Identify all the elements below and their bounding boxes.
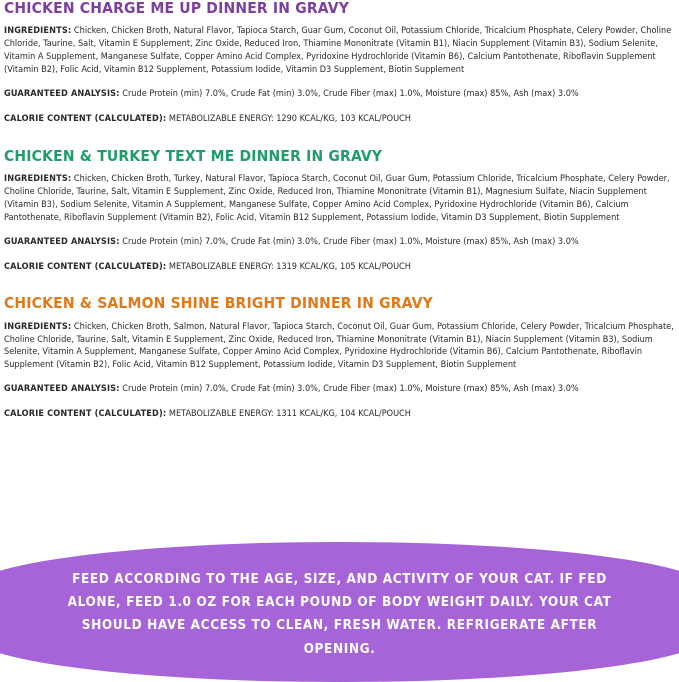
guaranteed-analysis-label: GUARANTEED ANALYSIS: bbox=[4, 236, 120, 247]
ingredients-text: Chicken, Chicken Broth, Turkey, Natural Flavor, Tapioca Starch, Coconut Oil, Guar Gum, Potassium Chloride, Tricalcium Phosphate, Celery Powder, Choline Chloride, Taurine, Salt, Vitamin E Supplement, Zinc Oxide, Reduced Iron, Thiamine Mononitrate (Vitamin B1), Magnesium Sulfate, Niacin Supplement (Vitamin B3), Sodium Selenite, Vitamin A Supplement, Manganese Sulfate, Copper Amino Acid Complex, Pyridoxine Hydrochloride (Vitamin B6), Calcium Pantothenate, Riboflavin Supplement (Vitamin B2), Folic Acid, Vitamin B12 Supplement, Potassium Iodide, Vitamin D3 Supplement, Biotin Supplement bbox=[4, 173, 670, 223]
guaranteed-analysis-text: Crude Protein (min) 7.0%, Crude Fat (min) 3.0%, Crude Fiber (max) 1.0%, Moisture (max) 85%, Ash (max) 3.0% bbox=[122, 88, 579, 99]
ingredients-block bbox=[4, 321, 675, 373]
product-title: CHICKEN CHARGE ME UP DINNER IN GRAVY bbox=[4, 0, 350, 17]
ingredients-label: INGREDIENTS: bbox=[4, 173, 72, 184]
calorie-content-text: METABOLIZABLE ENERGY: 1290 KCAL/KG, 103 KCAL/POUCH bbox=[168, 113, 411, 124]
calorie-content-text: METABOLIZABLE ENERGY: 1319 KCAL/KG, 105 KCAL/POUCH bbox=[168, 261, 411, 272]
guaranteed-analysis-block bbox=[4, 236, 675, 249]
ingredients-label: INGREDIENTS: bbox=[4, 321, 72, 332]
section-spacer bbox=[4, 126, 675, 148]
ingredients-text: Chicken, Chicken Broth, Natural Flavor, Tapioca Starch, Guar Gum, Coconut Oil, Potassium Chloride, Tricalcium Phosphate, Celery Powder, Choline Chloride, Taurine, Salt, Vitamin E Supplement, Zinc Oxide, Reduced Iron, Thiamine Mononitrate (Vitamin B1), Niacin Supplement (Vitamin B3), Sodium Selenite, Vitamin A Supplement, Manganese Sulfate, Copper Amino Acid Complex, Pyridoxine Hydrochloride (Vitamin B6), Calcium Pantothenate, Riboflavin Supplement (Vitamin B2), Folic Acid, Vitamin B12 Supplement, Potassium Iodide, Vitamin D3 Supplement, Biotin Supplement bbox=[4, 26, 672, 75]
calorie-content-label: CALORIE CONTENT (CALCULATED): bbox=[4, 113, 167, 124]
ingredients-block bbox=[4, 173, 675, 225]
product-section-2 bbox=[4, 148, 675, 274]
guaranteed-analysis-text: Crude Protein (min) 7.0%, Crude Fat (min) 3.0%, Crude Fiber (max) 1.0%, Moisture (max) 85%, Ash (max) 3.0% bbox=[122, 236, 579, 247]
guaranteed-analysis-block bbox=[4, 383, 675, 396]
calorie-content-block bbox=[4, 408, 675, 421]
section-spacer bbox=[4, 273, 675, 295]
ingredients-block bbox=[4, 25, 675, 77]
product-section-3 bbox=[4, 295, 675, 421]
guaranteed-analysis-text: Crude Protein (min) 7.0%, Crude Fat (min) 3.0%, Crude Fiber (max) 1.0%, Moisture (max) 85%, Ash (max) 3.0% bbox=[122, 384, 579, 395]
calorie-content-label: CALORIE CONTENT (CALCULATED): bbox=[4, 261, 167, 272]
guaranteed-analysis-label: GUARANTEED ANALYSIS: bbox=[4, 88, 120, 99]
feeding-instructions-text: FEED ACCORDING TO THE AGE, SIZE, AND ACTIVITY OF YOUR CAT. IF FED ALONE, FEED 1.0 OZ FOR EACH POUND OF BODY WEIGHT DAILY. YOUR CAT SHOULD HAVE ACCESS TO CLEAN, FRESH WATER. REFRIGERATE AFTER OPENING. bbox=[67, 571, 612, 657]
feeding-instructions-banner bbox=[0, 542, 679, 660]
ingredients-text: Chicken, Chicken Broth, Salmon, Natural Flavor, Tapioca Starch, Coconut Oil, Guar Gum, Potassium Chloride, Celery Powder, Tricalcium Phosphate, Choline Chloride, Taurine, Salt, Vitamin E Supplement, Zinc Oxide, Reduced Iron, Thiamine Mononitrate (Vitamin B1), Niacin Supplement (Vitamin B3), Sodium Selenite, Vitamin A Supplement, Manganese Sulfate, Copper Amino Acid Complex, Pyridoxine Hydrochloride (Vitamin B6), Calcium Pantothenate, Riboflavin Supplement (Vitamin B2), Folic Acid, Vitamin B12 Supplement, Potassium Iodide, Vitamin D3 Supplement, Biotin Supplement bbox=[4, 321, 674, 371]
calorie-content-text: METABOLIZABLE ENERGY: 1311 KCAL/KG, 104 KCAL/POUCH bbox=[168, 409, 411, 420]
calorie-content-label: CALORIE CONTENT (CALCULATED): bbox=[4, 409, 167, 420]
guaranteed-analysis-label: GUARANTEED ANALYSIS: bbox=[4, 384, 120, 395]
ingredients-label: INGREDIENTS: bbox=[4, 26, 72, 37]
product-title: CHICKEN & TURKEY TEXT ME DINNER IN GRAVY bbox=[4, 146, 383, 165]
product-section-1 bbox=[4, 0, 675, 126]
calorie-content-block bbox=[4, 113, 675, 126]
product-title: CHICKEN & SALMON SHINE BRIGHT DINNER IN GRAVY bbox=[4, 294, 433, 313]
guaranteed-analysis-block bbox=[4, 88, 675, 101]
calorie-content-block bbox=[4, 261, 675, 274]
